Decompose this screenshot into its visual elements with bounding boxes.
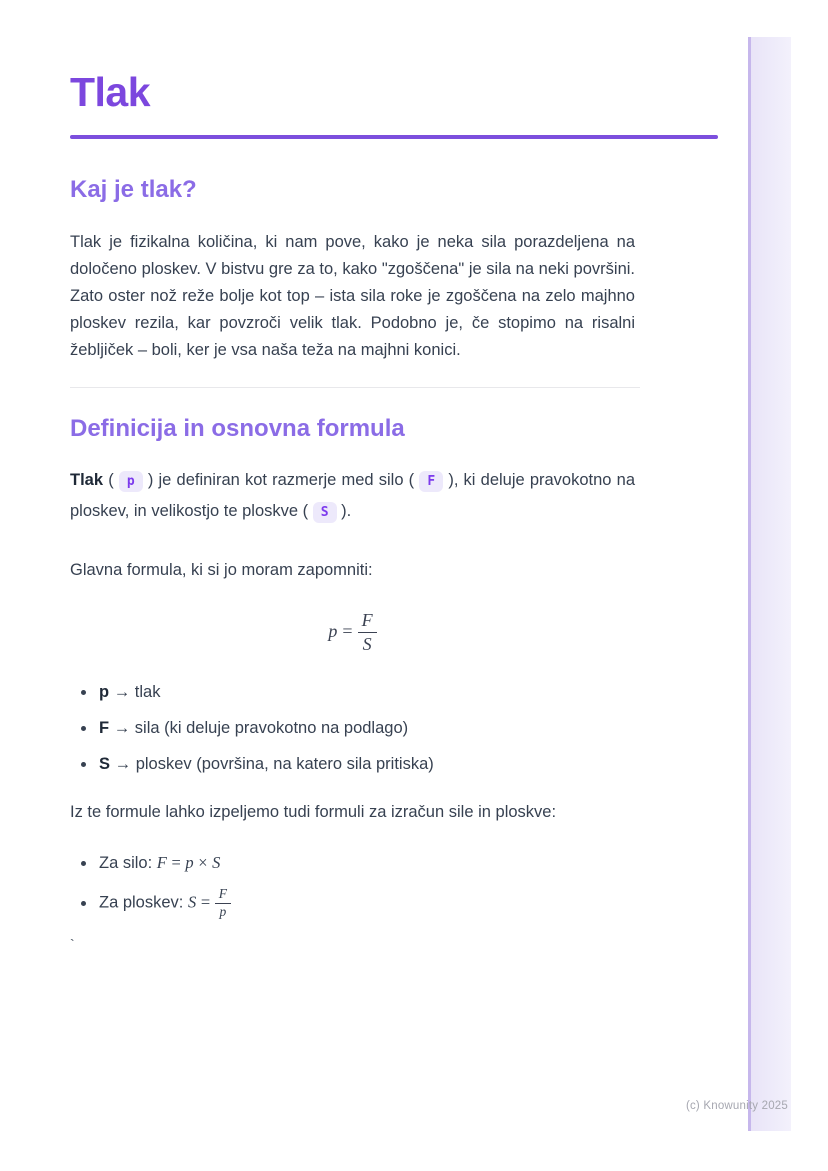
title-rule bbox=[70, 135, 718, 139]
derived-formula-list bbox=[70, 852, 635, 920]
definition-text-part: ( bbox=[103, 471, 119, 489]
formula-intro-paragraph: Glavna formula, ki si jo moram zapomniti: bbox=[70, 561, 373, 579]
section-heading-definicija: Definicija in osnovna formula bbox=[70, 415, 405, 442]
section-heading-kaj-je-tlak: Kaj je tlak? bbox=[70, 176, 197, 203]
math-var: S bbox=[187, 893, 197, 913]
fraction-numerator: F bbox=[358, 610, 377, 633]
formula-lhs: p bbox=[328, 620, 338, 641]
math-var: S bbox=[212, 853, 221, 873]
side-accent-bar bbox=[748, 37, 791, 1131]
derived-label: Za ploskev: bbox=[99, 894, 184, 913]
footer-copyright: (c) Knowunity 2025 bbox=[685, 1100, 788, 1112]
definition-text-part: ) je definiran kot razmerje med silo ( bbox=[142, 471, 420, 489]
fraction-denominator: S bbox=[362, 633, 372, 654]
main-formula bbox=[70, 610, 635, 654]
inline-fraction bbox=[215, 887, 231, 920]
arrow-glyph: → bbox=[113, 719, 131, 738]
math-var: p bbox=[185, 853, 194, 873]
derived-label: Za silo: bbox=[99, 854, 153, 873]
legend-meaning: tlak bbox=[134, 683, 161, 702]
inline-code-f: F bbox=[419, 471, 443, 492]
fraction-numerator: F bbox=[215, 887, 231, 904]
list-item bbox=[97, 718, 635, 739]
definition-text-part: ). bbox=[336, 502, 352, 520]
legend-symbol: S bbox=[99, 755, 111, 774]
legend-symbol: F bbox=[99, 719, 110, 738]
list-item bbox=[97, 852, 635, 874]
formula-equals: = bbox=[342, 620, 353, 641]
math-equals: = bbox=[171, 853, 181, 873]
arrow-glyph: → bbox=[114, 755, 132, 774]
definition-paragraph bbox=[70, 465, 635, 527]
stray-backtick: ` bbox=[70, 936, 75, 953]
list-item bbox=[97, 887, 635, 920]
derived-intro-paragraph: Iz te formule lahko izpeljemo tudi formuli za izračun sile in ploskve: bbox=[70, 803, 557, 822]
legend-meaning: ploskev (površina, na katero sila pritiska) bbox=[135, 755, 434, 774]
formula-fraction bbox=[358, 610, 377, 654]
legend-symbol: p bbox=[99, 683, 110, 702]
definition-text-part: ), ki deluje pravokotno na ploskev, in velikostjo te ploskve ( bbox=[70, 471, 635, 520]
intro-paragraph: Tlak je fizikalna količina, ki nam pove, kako je neka sila porazdeljena na določeno ploskev. V bistvu gre za to, kako "zgoščena" je sila na neki površini. Zato oster nož reže bolje kot top – ista sila roke je zgoščena na zelo majhno ploskev rezila, kar povzroči velik tlak. Podobno je, če stopimo na risalni žebljiček – boli, ker je vsa naša teža na majhni konici. bbox=[70, 233, 635, 359]
definition-bold-term: Tlak bbox=[70, 471, 104, 489]
list-item bbox=[97, 682, 635, 703]
symbol-legend-list bbox=[70, 682, 635, 775]
page-title: Tlak bbox=[70, 69, 151, 115]
math-var: F bbox=[156, 853, 167, 873]
section-divider bbox=[70, 387, 640, 388]
math-times: × bbox=[198, 853, 208, 873]
math-equals: = bbox=[200, 893, 211, 913]
page-content bbox=[70, 0, 718, 952]
fraction-denominator: p bbox=[219, 904, 227, 920]
list-item bbox=[97, 754, 635, 775]
inline-code-p: p bbox=[119, 471, 143, 492]
legend-meaning: sila (ki deluje pravokotno na podlago) bbox=[134, 719, 409, 738]
arrow-glyph: → bbox=[113, 683, 131, 702]
inline-code-s: S bbox=[313, 502, 337, 523]
